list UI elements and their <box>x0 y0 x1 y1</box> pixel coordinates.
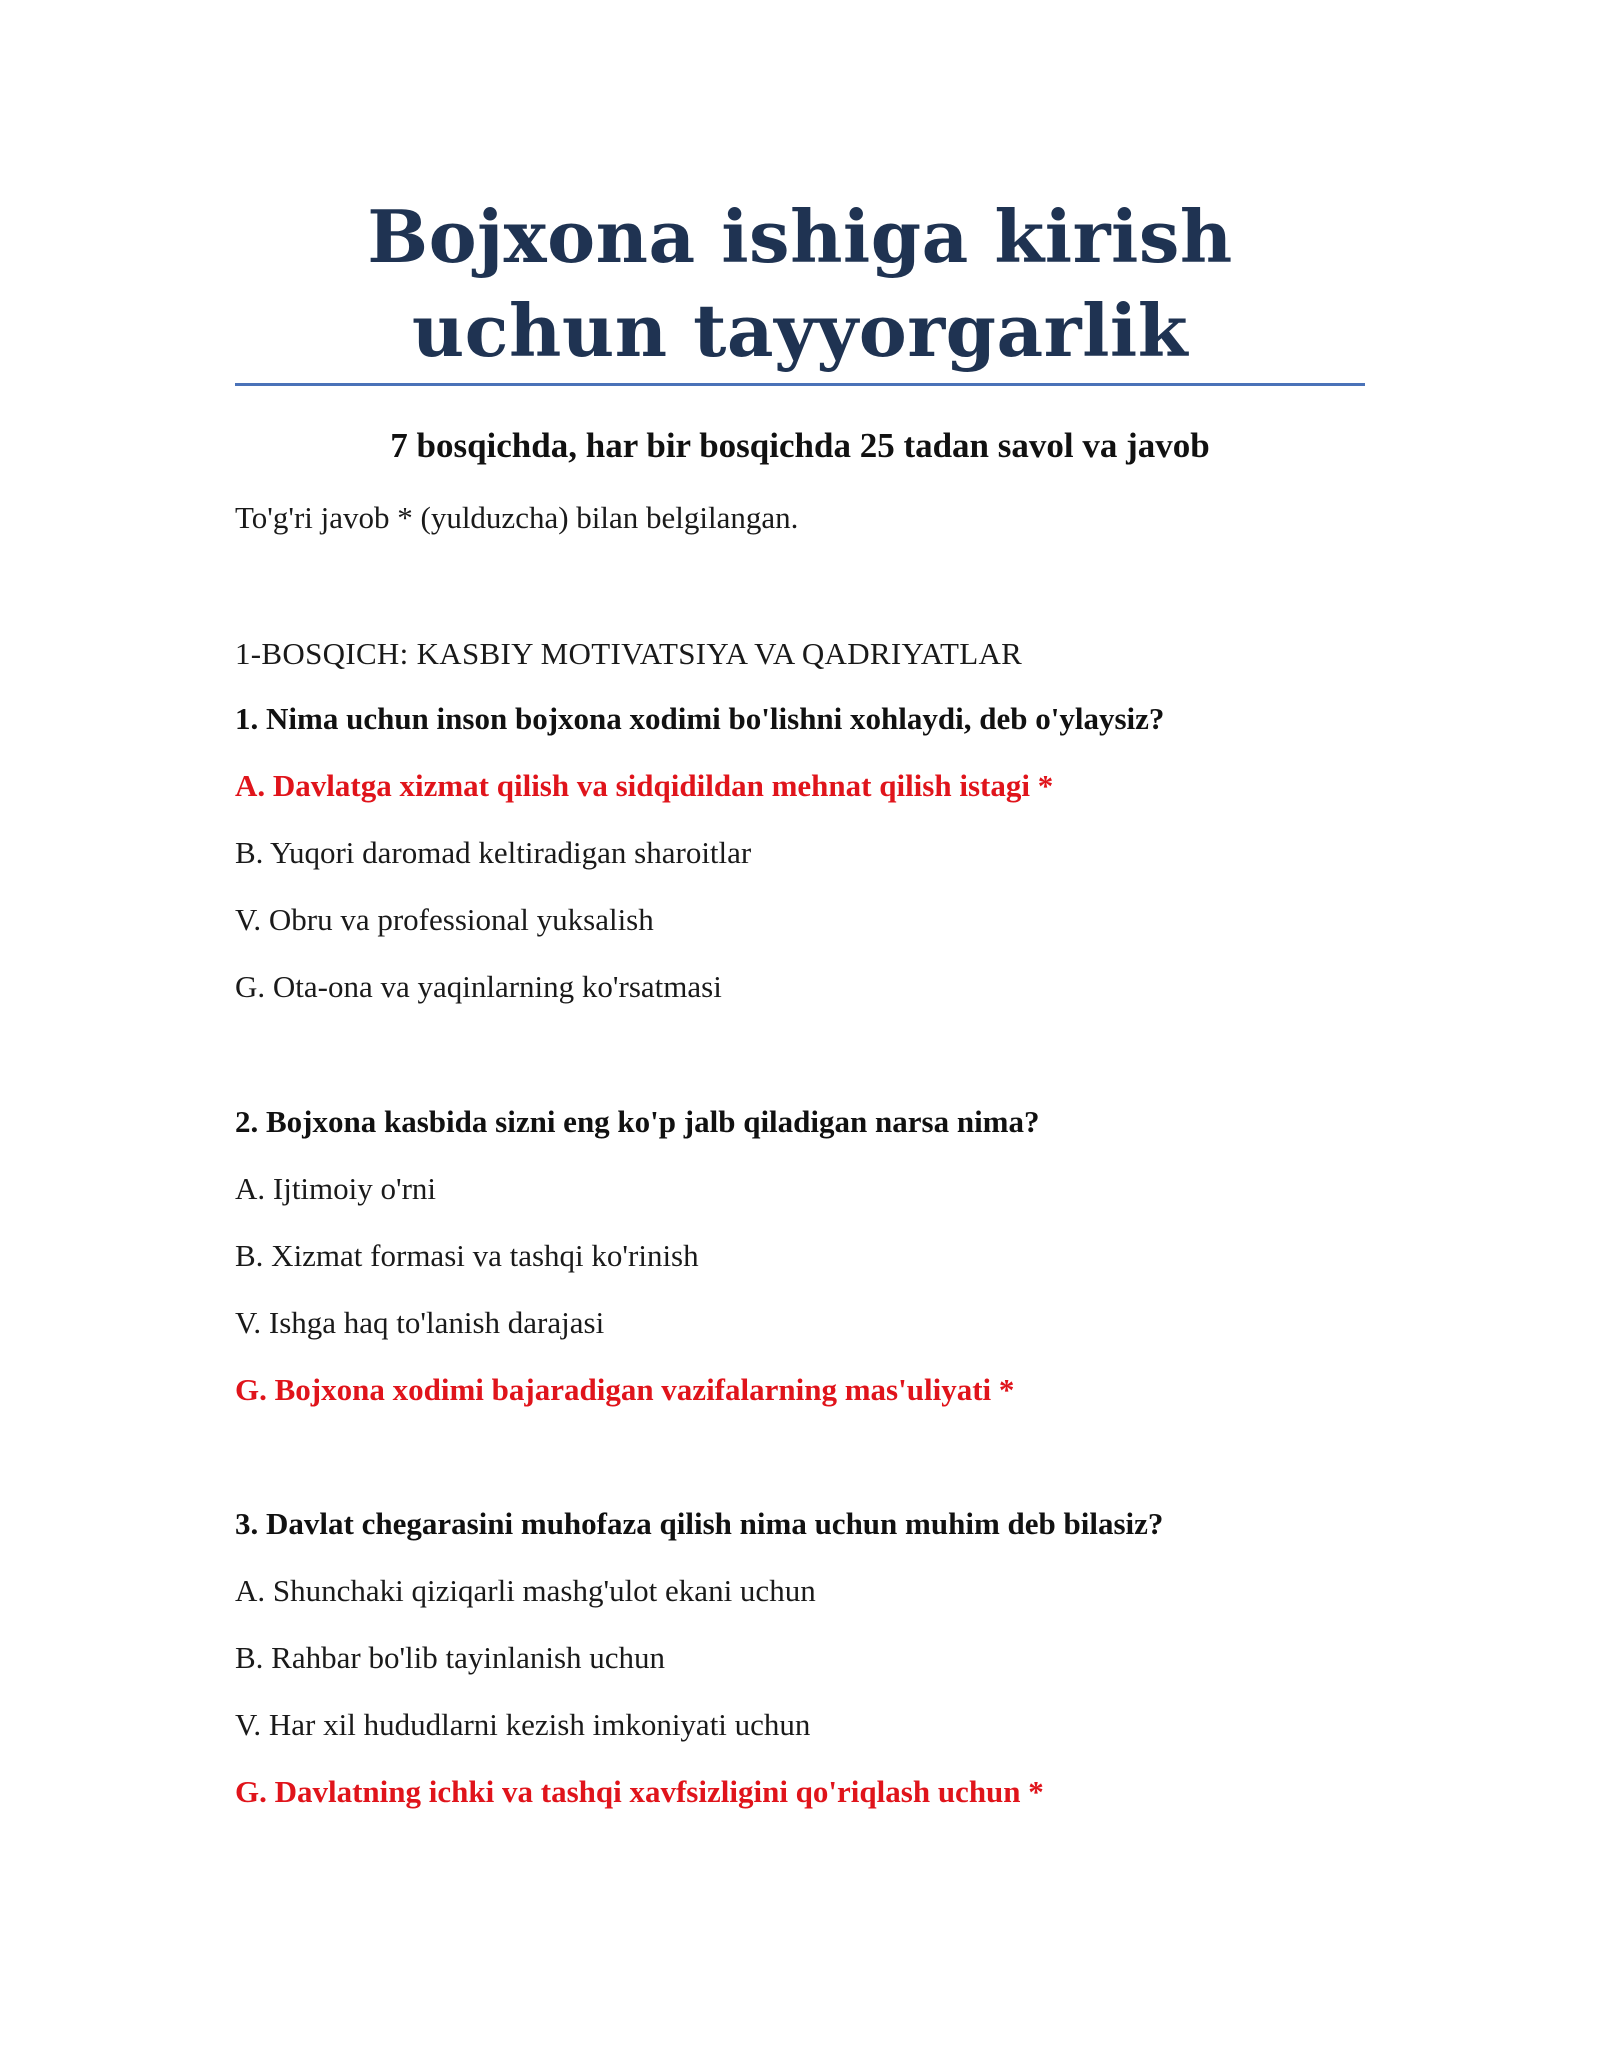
question-2: 2. Bojxona kasbida sizni eng ko'p jalb qiladigan narsa nima? <box>235 1104 1040 1139</box>
q2-option-a: A. Ijtimoiy o'rni <box>235 1171 437 1206</box>
question-1: 1. Nima uchun inson bojxona xodimi bo'lishni xohlaydi, deb o'ylaysiz? <box>235 701 1165 736</box>
section-title: 1-BOSQICH: KASBIY MOTIVATSIYA VA QADRIYATLAR <box>235 636 1023 671</box>
q1-option-g: G. Ota-ona va yaqinlarning ko'rsatmasi <box>235 969 722 1004</box>
q2-option-b: B. Xizmat formasi va tashqi ko'rinish <box>235 1238 699 1273</box>
q1-option-b: B. Yuqori daromad keltiradigan sharoitlar <box>235 835 752 870</box>
q3-option-v: V. Har xil hududlarni kezish imkoniyati uchun <box>235 1707 811 1742</box>
q2-option-g: G. Bojxona xodimi bajaradigan vazifalarning mas'uliyati * <box>235 1372 1015 1407</box>
title-divider <box>235 383 1365 386</box>
q3-option-b: B. Rahbar bo'lib tayinlanish uchun <box>235 1640 666 1675</box>
document-subtitle: 7 bosqichda, har bir bosqichda 25 tadan savol va javob <box>390 426 1210 465</box>
q3-option-g: G. Davlatning ichki va tashqi xavfsizligini qo'riqlash uchun * <box>235 1774 1044 1809</box>
title-block <box>235 190 1365 378</box>
q1-option-a: A. Davlatga xizmat qilish va sidqidildan mehnat qilish istagi * <box>235 768 1054 803</box>
question-3: 3. Davlat chegarasini muhofaza qilish nima uchun muhim deb bilasiz? <box>235 1506 1164 1541</box>
q2-option-v: V. Ishga haq to'lanish darajasi <box>235 1305 605 1340</box>
q1-option-v: V. Obru va professional yuksalish <box>235 902 654 937</box>
document-title: Bojxona ishiga kirish uchun tayyorgarlik <box>367 194 1233 373</box>
q3-option-a: A. Shunchaki qiziqarli mashg'ulot ekani uchun <box>235 1573 816 1608</box>
answer-key-note: To'g'ri javob * (yulduzcha) bilan belgilangan. <box>235 500 799 535</box>
